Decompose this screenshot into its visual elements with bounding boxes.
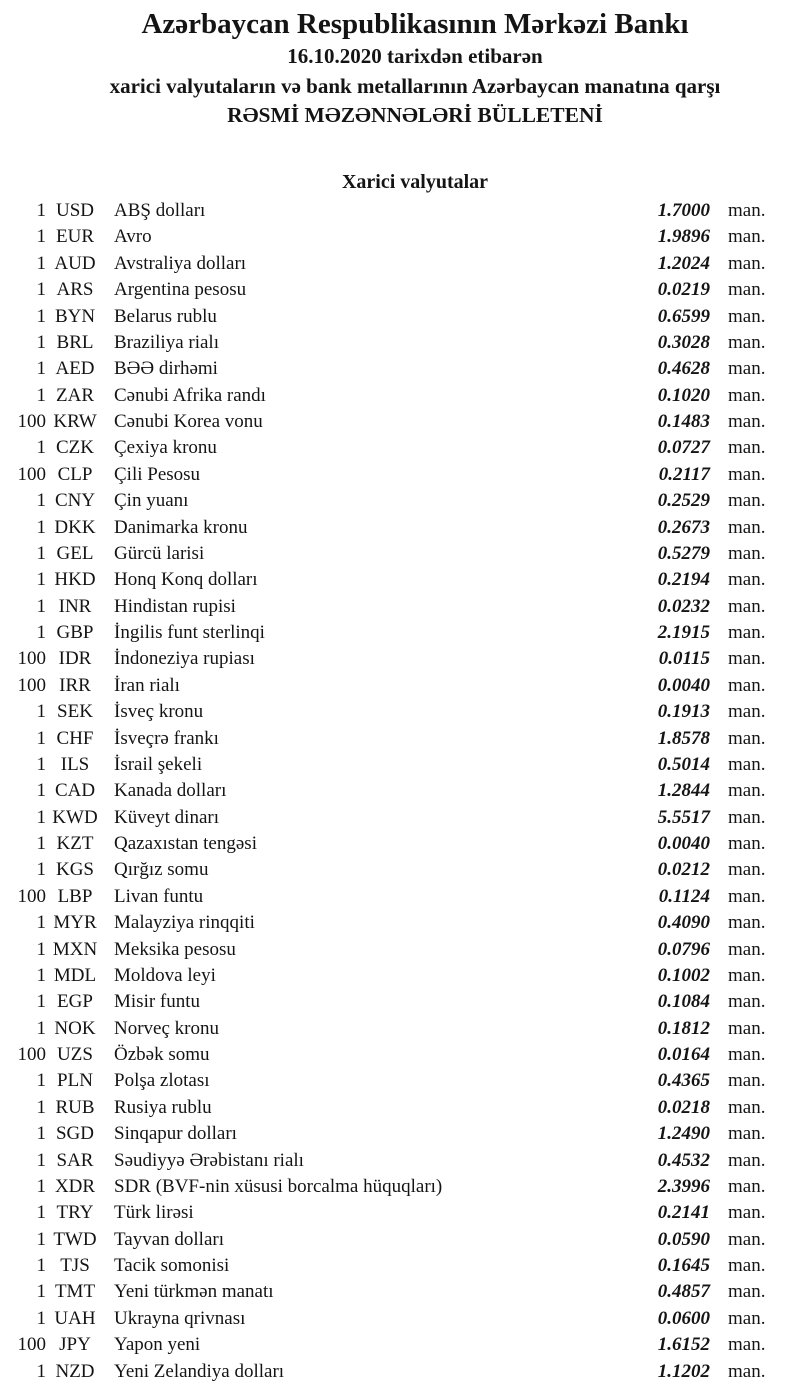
currency-quantity: 1: [36, 991, 46, 1013]
currency-rate: 1.8578: [657, 727, 710, 749]
currency-quantity: 1: [36, 1017, 46, 1039]
currency-unit: man.: [728, 780, 766, 802]
currency-unit: man.: [728, 648, 766, 670]
document-header: [0, 0, 800, 129]
currency-rate: 1.2490: [657, 1123, 710, 1145]
currency-rate: 0.4628: [657, 358, 710, 380]
currency-name: Gürcü larisi: [114, 542, 205, 564]
currency-code: JPY: [59, 1334, 91, 1356]
currency-rate: 0.5279: [657, 542, 710, 564]
currency-quantity: 1: [36, 780, 46, 802]
currency-name: İsveçrə frankı: [114, 727, 219, 749]
currency-rate: 1.1202: [657, 1360, 710, 1382]
currency-rate: 1.9896: [657, 226, 710, 248]
currency-quantity: 100: [17, 1044, 46, 1065]
currency-rate: 0.1913: [657, 701, 710, 723]
currency-unit: man.: [728, 1202, 766, 1224]
currency-unit: man.: [728, 1334, 766, 1356]
currency-unit: man.: [728, 305, 766, 327]
table-row: [0, 1279, 800, 1305]
currency-code: MYR: [53, 912, 97, 934]
currency-code: UAH: [54, 1307, 96, 1329]
currency-name: Avro: [114, 226, 152, 248]
currency-unit: man.: [728, 1360, 766, 1382]
currency-rate: 0.0040: [657, 833, 710, 854]
currency-rate: 0.4857: [657, 1281, 710, 1303]
currency-name: Çin yuanı: [114, 490, 189, 512]
currency-quantity: 100: [17, 411, 46, 432]
currency-rate: 0.4090: [657, 912, 710, 934]
currency-name: Türk lirəsi: [114, 1202, 194, 1224]
currency-quantity: 1: [36, 753, 46, 775]
currency-name: Danimarka kronu: [114, 516, 248, 538]
currency-quantity: 1: [36, 200, 46, 221]
currency-rate: 1.2024: [657, 252, 710, 274]
currency-rate: 0.4532: [657, 1149, 710, 1171]
table-row: [0, 1227, 800, 1253]
currency-rate: 0.1084: [657, 991, 710, 1013]
currency-name: Avstraliya dolları: [114, 252, 247, 274]
currency-quantity: 1: [36, 226, 46, 248]
currency-rate: 0.0164: [657, 1044, 710, 1065]
currency-name: SDR (BVF-nin xüsusi borcalma hüquqları): [114, 1175, 443, 1197]
currency-unit: man.: [728, 701, 766, 723]
currency-unit: man.: [728, 1017, 766, 1039]
table-row: [0, 515, 800, 541]
table-row: [0, 1095, 800, 1121]
currency-unit: man.: [728, 1044, 766, 1065]
currency-name: Tayvan dolları: [114, 1228, 224, 1250]
currency-code: IRR: [59, 674, 91, 696]
currency-code: HKD: [54, 569, 96, 591]
currency-name: Hindistan rupisi: [114, 595, 236, 617]
currency-name: Belarus rublu: [114, 305, 217, 327]
currency-unit: man.: [728, 912, 766, 934]
currency-rate: 0.0590: [657, 1228, 710, 1250]
currency-code: TRY: [56, 1202, 94, 1224]
currency-quantity: 100: [17, 648, 46, 670]
currency-quantity: 1: [36, 806, 46, 828]
currency-rate: 0.2673: [657, 516, 710, 538]
currency-code: KGS: [55, 859, 94, 881]
currency-quantity: 1: [36, 1255, 46, 1276]
currency-code: ARS: [56, 279, 94, 301]
bank-name-title: Azərbaycan Respublikasının Mərkəzi Bankı: [141, 8, 689, 40]
currency-rate: 1.2844: [657, 780, 710, 802]
currency-quantity: 1: [36, 1307, 46, 1329]
currency-code: BYN: [54, 305, 96, 327]
currency-name: Meksika pesosu: [114, 938, 236, 960]
table-row: [0, 435, 800, 461]
currency-rate: 0.1124: [658, 885, 710, 907]
currency-quantity: 1: [36, 490, 46, 512]
currency-quantity: 1: [36, 1228, 46, 1250]
currency-code: DKK: [54, 516, 96, 538]
table-row: [0, 989, 800, 1015]
currency-unit: man.: [728, 727, 766, 749]
table-row: [0, 1306, 800, 1332]
table-row: [0, 910, 800, 936]
currency-code: GEL: [56, 542, 94, 564]
currency-name: Polşa zlotası: [114, 1070, 210, 1092]
currency-quantity: 1: [36, 964, 46, 986]
currency-quantity: 1: [36, 1202, 46, 1224]
currency-rate: 0.0218: [657, 1096, 710, 1118]
currency-rate: 0.5014: [657, 753, 710, 775]
currency-unit: man.: [728, 411, 766, 432]
currency-quantity: 1: [36, 859, 46, 881]
currency-name: Səudiyyə Ərəbistanı rialı: [114, 1149, 304, 1171]
table-row: [0, 1016, 800, 1042]
currency-code: PLN: [57, 1070, 93, 1092]
currency-code: NZD: [55, 1360, 95, 1382]
currency-code: IDR: [58, 648, 92, 670]
table-row: [0, 1359, 800, 1384]
table-row: [0, 198, 800, 224]
table-row: [0, 409, 800, 435]
table-row: [0, 726, 800, 752]
currency-code: USD: [55, 200, 94, 221]
table-row: [0, 831, 800, 857]
table-row: [0, 1174, 800, 1200]
currency-unit: man.: [728, 516, 766, 538]
currency-name: Honq Konq dolları: [114, 569, 258, 591]
currency-code: TJS: [60, 1255, 90, 1276]
currency-name: İran rialı: [114, 674, 180, 696]
currency-name: Sinqapur dolları: [114, 1123, 237, 1145]
currency-rate: 0.0040: [657, 674, 710, 696]
currency-name: Argentina pesosu: [114, 279, 247, 301]
currency-rate: 0.1483: [657, 411, 710, 432]
currency-rate: 0.3028: [657, 331, 710, 353]
currency-rate: 0.1645: [657, 1255, 710, 1276]
currency-unit: man.: [728, 226, 766, 248]
currency-rate: 0.1002: [657, 964, 710, 986]
currency-quantity: 1: [36, 595, 46, 617]
currency-unit: man.: [728, 279, 766, 301]
currency-name: Livan funtu: [114, 885, 204, 907]
table-row: [0, 1148, 800, 1174]
currency-unit: man.: [728, 200, 766, 221]
currency-rate: 0.2529: [657, 490, 710, 512]
currency-quantity: 1: [36, 1175, 46, 1197]
currency-unit: man.: [728, 938, 766, 960]
currency-code: CNY: [54, 490, 96, 512]
currency-code: TWD: [53, 1228, 97, 1250]
bulletin-title: RƏSMİ MƏZƏNNƏLƏRİ BÜLLETENİ: [227, 103, 603, 127]
currency-name: İsrail şekeli: [114, 753, 203, 775]
currency-name: Rusiya rublu: [114, 1096, 212, 1118]
currency-code: CHF: [56, 727, 94, 749]
currency-code: UZS: [57, 1044, 93, 1065]
currency-rate: 0.1812: [657, 1017, 710, 1039]
currency-code: SGD: [55, 1123, 94, 1145]
table-row: [0, 383, 800, 409]
table-row: [0, 1332, 800, 1358]
currency-name: Cənubi Korea vonu: [114, 411, 263, 432]
currency-unit: man.: [728, 833, 766, 854]
currency-rate: 1.6152: [657, 1334, 710, 1356]
currency-code: SEK: [57, 701, 93, 723]
currency-quantity: 1: [36, 358, 46, 380]
currency-quantity: 100: [17, 885, 46, 907]
table-row: [0, 857, 800, 883]
currency-name: Yeni türkmən manatı: [114, 1281, 274, 1303]
table-row: [0, 778, 800, 804]
currency-name: Yapon yeni: [114, 1334, 201, 1356]
table-row: [0, 356, 800, 382]
currency-quantity: 1: [36, 252, 46, 274]
currency-unit: man.: [728, 1149, 766, 1171]
currency-name: Küveyt dinarı: [114, 806, 220, 828]
currency-quantity: 1: [36, 912, 46, 934]
currency-unit: man.: [728, 1096, 766, 1118]
subject-line: xarici valyutaların və bank metallarının Azərbaycan manatına qarşı: [109, 74, 721, 98]
currency-quantity: 100: [17, 1334, 46, 1356]
currency-code: CAD: [54, 780, 96, 802]
currency-quantity: 1: [36, 279, 46, 301]
currency-unit: man.: [728, 885, 766, 907]
currency-unit: man.: [728, 1228, 766, 1250]
table-row: [0, 805, 800, 831]
currency-name: Özbək somu: [114, 1044, 210, 1065]
currency-quantity: 1: [36, 437, 46, 459]
currency-code: INR: [58, 595, 92, 617]
currency-quantity: 1: [36, 1123, 46, 1145]
currency-unit: man.: [728, 753, 766, 775]
currency-rate: 0.0232: [657, 595, 710, 617]
table-row: [0, 1068, 800, 1094]
table-row: [0, 1200, 800, 1226]
currency-name: İndoneziya rupiası: [114, 648, 255, 670]
currency-code: SAR: [56, 1149, 94, 1171]
table-row: [0, 620, 800, 646]
currency-rate: 0.2194: [657, 569, 710, 591]
currency-unit: man.: [728, 331, 766, 353]
currency-rate: 0.2117: [658, 463, 710, 485]
currency-rate: 2.1915: [657, 622, 710, 643]
table-row: [0, 594, 800, 620]
currency-code: CZK: [56, 437, 94, 459]
currency-quantity: 1: [36, 727, 46, 749]
currency-code: EGP: [57, 991, 93, 1013]
currency-quantity: 1: [36, 331, 46, 353]
currency-unit: man.: [728, 384, 766, 406]
table-row: [0, 224, 800, 250]
currency-name: Ukrayna qrivnası: [114, 1307, 246, 1329]
exchange-rates-table: [0, 198, 800, 1384]
currency-code: KRW: [53, 411, 97, 432]
table-row: [0, 541, 800, 567]
currency-quantity: 1: [36, 833, 46, 854]
currency-unit: man.: [728, 964, 766, 986]
currency-unit: man.: [728, 569, 766, 591]
currency-unit: man.: [728, 1307, 766, 1329]
currency-quantity: 1: [36, 938, 46, 960]
currency-code: CLP: [57, 463, 93, 485]
currency-rate: 0.6599: [657, 305, 710, 327]
currency-code: XDR: [54, 1175, 96, 1197]
currency-unit: man.: [728, 437, 766, 459]
currency-code: AUD: [54, 252, 96, 274]
currency-code: MDL: [53, 964, 97, 986]
currency-rate: 0.0219: [657, 279, 710, 301]
currency-code: BRL: [56, 331, 94, 353]
currency-name: İsveç kronu: [114, 701, 204, 723]
currency-unit: man.: [728, 859, 766, 881]
table-row: [0, 646, 800, 672]
currency-unit: man.: [728, 1123, 766, 1145]
currency-rate: 0.0115: [658, 648, 710, 670]
currency-quantity: 1: [36, 516, 46, 538]
currency-unit: man.: [728, 490, 766, 512]
effective-date-line: 16.10.2020 tarixdən etibarən: [287, 44, 543, 68]
currency-name: İngilis funt sterlinqi: [114, 622, 265, 643]
currency-name: Kanada dolları: [114, 780, 227, 802]
currency-rate: 0.0796: [657, 938, 710, 960]
table-row: [0, 488, 800, 514]
currency-code: TMT: [54, 1281, 96, 1303]
currency-name: Braziliya rialı: [114, 331, 219, 353]
currency-unit: man.: [728, 252, 766, 274]
currency-rate: 0.0600: [657, 1307, 710, 1329]
table-row: [0, 673, 800, 699]
currency-unit: man.: [728, 1281, 766, 1303]
currency-quantity: 100: [17, 674, 46, 696]
currency-name: Qırğız somu: [114, 859, 209, 881]
currency-quantity: 1: [36, 1070, 46, 1092]
currency-code: ZAR: [56, 384, 94, 406]
currency-unit: man.: [728, 595, 766, 617]
table-row: [0, 251, 800, 277]
currency-unit: man.: [728, 674, 766, 696]
section-title-foreign-currencies: Xarici valyutalar: [341, 171, 489, 193]
currency-rate: 0.1020: [657, 384, 710, 406]
currency-name: Tacik somonisi: [114, 1255, 230, 1276]
currency-unit: man.: [728, 1255, 766, 1276]
table-row: [0, 1042, 800, 1068]
currency-code: KZT: [56, 833, 94, 854]
currency-name: Yeni Zelandiya dolları: [114, 1360, 285, 1382]
table-row: [0, 937, 800, 963]
currency-quantity: 1: [36, 305, 46, 327]
currency-unit: man.: [728, 1175, 766, 1197]
currency-quantity: 1: [36, 384, 46, 406]
currency-code: MXN: [52, 938, 98, 960]
currency-rate: 0.0212: [657, 859, 710, 881]
currency-quantity: 1: [36, 569, 46, 591]
currency-rate: 5.5517: [657, 806, 710, 828]
table-row: [0, 304, 800, 330]
currency-unit: man.: [728, 806, 766, 828]
currency-rate: 2.3996: [657, 1175, 710, 1197]
currency-rate: 0.2141: [657, 1202, 710, 1224]
currency-name: Cənubi Afrika randı: [114, 384, 266, 406]
table-row: [0, 752, 800, 778]
currency-code: LBP: [57, 885, 93, 907]
table-row: [0, 699, 800, 725]
currency-quantity: 1: [36, 1281, 46, 1303]
currency-code: KWD: [52, 806, 98, 828]
currency-rate: 0.4365: [657, 1070, 710, 1092]
currency-name: Misir funtu: [114, 991, 201, 1013]
currency-unit: man.: [728, 622, 766, 643]
currency-code: ILS: [60, 753, 90, 775]
table-row: [0, 963, 800, 989]
currency-rate: 0.0727: [657, 437, 710, 459]
currency-name: Qazaxıstan tengəsi: [114, 833, 257, 854]
currency-name: ABŞ dolları: [114, 200, 206, 221]
currency-name: BƏƏ dirhəmi: [114, 358, 218, 380]
currency-code: NOK: [54, 1017, 96, 1039]
currency-quantity: 1: [36, 701, 46, 723]
table-row: [0, 462, 800, 488]
currency-rate: 1.7000: [657, 200, 710, 221]
currency-quantity: 1: [36, 1149, 46, 1171]
table-row: [0, 884, 800, 910]
currency-code: GBP: [56, 622, 94, 643]
currency-quantity: 1: [36, 1360, 46, 1382]
currency-name: Çexiya kronu: [114, 437, 217, 459]
table-row: [0, 1253, 800, 1279]
currency-unit: man.: [728, 542, 766, 564]
currency-unit: man.: [728, 463, 766, 485]
currency-quantity: 100: [17, 463, 46, 485]
currency-name: Çili Pesosu: [114, 463, 201, 485]
currency-code: EUR: [56, 226, 94, 248]
currency-quantity: 1: [36, 622, 46, 643]
table-row: [0, 330, 800, 356]
currency-name: Moldova leyi: [114, 964, 216, 986]
currency-unit: man.: [728, 991, 766, 1013]
table-row: [0, 1121, 800, 1147]
table-row: [0, 277, 800, 303]
currency-quantity: 1: [36, 1096, 46, 1118]
currency-unit: man.: [728, 358, 766, 380]
currency-unit: man.: [728, 1070, 766, 1092]
table-row: [0, 567, 800, 593]
currency-code: AED: [55, 358, 95, 380]
currency-name: Norveç kronu: [114, 1017, 219, 1039]
currency-code: RUB: [55, 1096, 95, 1118]
currency-name: Malayziya rinqqiti: [114, 912, 255, 934]
currency-quantity: 1: [36, 542, 46, 564]
